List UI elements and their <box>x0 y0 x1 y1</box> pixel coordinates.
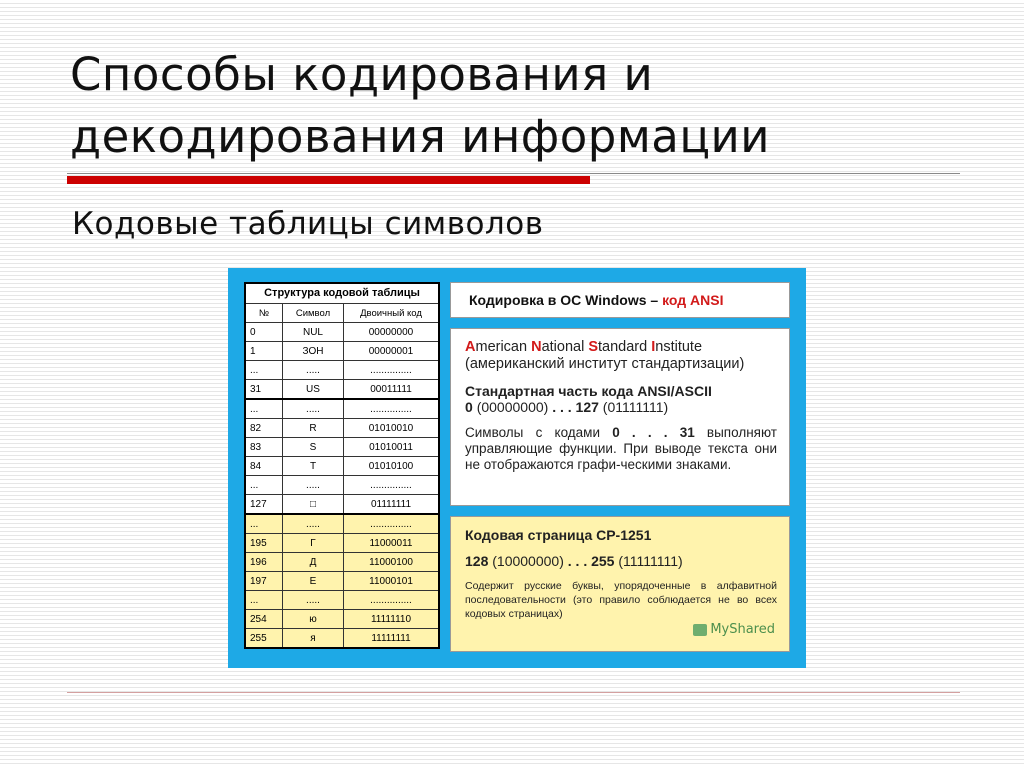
table-row <box>245 399 439 419</box>
symbol-cell: S <box>283 438 344 457</box>
binary-cell: ............... <box>344 476 440 495</box>
title-divider-red <box>67 176 590 184</box>
code-cell: 82 <box>245 419 283 438</box>
myshared-watermark: MyShared <box>693 622 775 637</box>
ansi-standard-part: Стандартная часть кода ANSI/ASCII 0 (00000000) . . . 127 (01111111) <box>465 383 712 415</box>
code-cell: 195 <box>245 534 283 553</box>
table-row <box>245 591 439 610</box>
table-row <box>245 514 439 534</box>
symbol-cell: Г <box>283 534 344 553</box>
column-header: Двоичный код <box>344 304 440 323</box>
binary-cell: 00011111 <box>344 380 440 400</box>
symbol-cell: я <box>283 629 344 649</box>
table-row <box>245 361 439 380</box>
windows-encoding-text: Кодировка в ОС Windows – <box>469 292 663 308</box>
table-row <box>245 495 439 515</box>
binary-cell: 11000011 <box>344 534 440 553</box>
ansi-label: код ANSI <box>662 292 724 308</box>
code-cell: 83 <box>245 438 283 457</box>
ansi-info-box <box>450 328 790 506</box>
table-row <box>245 476 439 495</box>
column-header: № <box>245 304 283 323</box>
symbol-cell: □ <box>283 495 344 515</box>
binary-cell: 01111111 <box>344 495 440 515</box>
symbol-cell: ..... <box>283 476 344 495</box>
binary-cell: ............... <box>344 591 440 610</box>
code-cell: 1 <box>245 342 283 361</box>
symbol-cell: ..... <box>283 514 344 534</box>
code-table <box>244 282 440 649</box>
symbol-cell: ..... <box>283 591 344 610</box>
table-row <box>245 323 439 342</box>
binary-cell: 00000001 <box>344 342 440 361</box>
cp1251-info-box <box>450 516 790 652</box>
cp1251-title: Кодовая страница СР-1251 <box>465 527 652 543</box>
footer-divider <box>67 692 960 693</box>
code-cell: 254 <box>245 610 283 629</box>
symbol-cell: ..... <box>283 399 344 419</box>
code-cell: ... <box>245 476 283 495</box>
windows-encoding-box <box>450 282 790 318</box>
table-row <box>245 610 439 629</box>
symbol-cell: R <box>283 419 344 438</box>
slide-subtitle: Кодовые таблицы символов <box>72 206 544 242</box>
code-cell: 255 <box>245 629 283 649</box>
code-tables-figure <box>228 268 806 668</box>
binary-cell: ............... <box>344 361 440 380</box>
symbol-cell: NUL <box>283 323 344 342</box>
code-cell: 127 <box>245 495 283 515</box>
binary-cell: 01010010 <box>344 419 440 438</box>
title-divider-gray <box>67 173 960 174</box>
symbol-cell: Е <box>283 572 344 591</box>
column-header: Символ <box>283 304 344 323</box>
myshared-logo-icon <box>693 624 707 636</box>
ansi-control-note: Символы с кодами 0 . . . 31 выполняют управляющие функции. При выводе текста они не отображаются графи-ческими знаками. <box>465 425 777 472</box>
table-caption: Структура кодовой таблицы <box>245 283 439 304</box>
binary-cell: 11000101 <box>344 572 440 591</box>
binary-cell: 11111110 <box>344 610 440 629</box>
cp1251-range: 128 (10000000) . . . 255 (11111111) <box>465 553 683 569</box>
binary-cell: 00000000 <box>344 323 440 342</box>
table-row <box>245 380 439 400</box>
symbol-cell: T <box>283 457 344 476</box>
table-row <box>245 629 439 649</box>
title-line: Способы кодирования и <box>70 48 654 101</box>
table-row <box>245 553 439 572</box>
table-row <box>245 572 439 591</box>
ansi-full-name: American National Standard Institute <box>465 339 703 355</box>
code-cell: 84 <box>245 457 283 476</box>
symbol-cell: Д <box>283 553 344 572</box>
cp1251-description: Содержит русские буквы, упорядоченные в алфавитной последовательности (это правило соблюдается не во всех кодовых страницах) <box>465 580 777 620</box>
code-cell: 196 <box>245 553 283 572</box>
table-row <box>245 419 439 438</box>
table-row <box>245 534 439 553</box>
table-row <box>245 457 439 476</box>
code-cell: 0 <box>245 323 283 342</box>
code-cell: ... <box>245 591 283 610</box>
code-cell: 31 <box>245 380 283 400</box>
symbol-cell: ЗОН <box>283 342 344 361</box>
symbol-cell: US <box>283 380 344 400</box>
code-cell: ... <box>245 361 283 380</box>
binary-cell: ............... <box>344 399 440 419</box>
binary-cell: 01010011 <box>344 438 440 457</box>
table-row <box>245 342 439 361</box>
code-cell: ... <box>245 514 283 534</box>
table-row <box>245 438 439 457</box>
binary-cell: 01010100 <box>344 457 440 476</box>
slide-title <box>70 44 970 168</box>
binary-cell: 11000100 <box>344 553 440 572</box>
symbol-cell: ..... <box>283 361 344 380</box>
code-table-body <box>245 323 439 649</box>
symbol-cell: ю <box>283 610 344 629</box>
binary-cell: 11111111 <box>344 629 440 649</box>
binary-cell: ............... <box>344 514 440 534</box>
code-cell: ... <box>245 399 283 419</box>
ansi-translation: (американский институт стандартизации) <box>465 356 745 372</box>
title-line: декодирования информации <box>70 110 770 163</box>
code-cell: 197 <box>245 572 283 591</box>
